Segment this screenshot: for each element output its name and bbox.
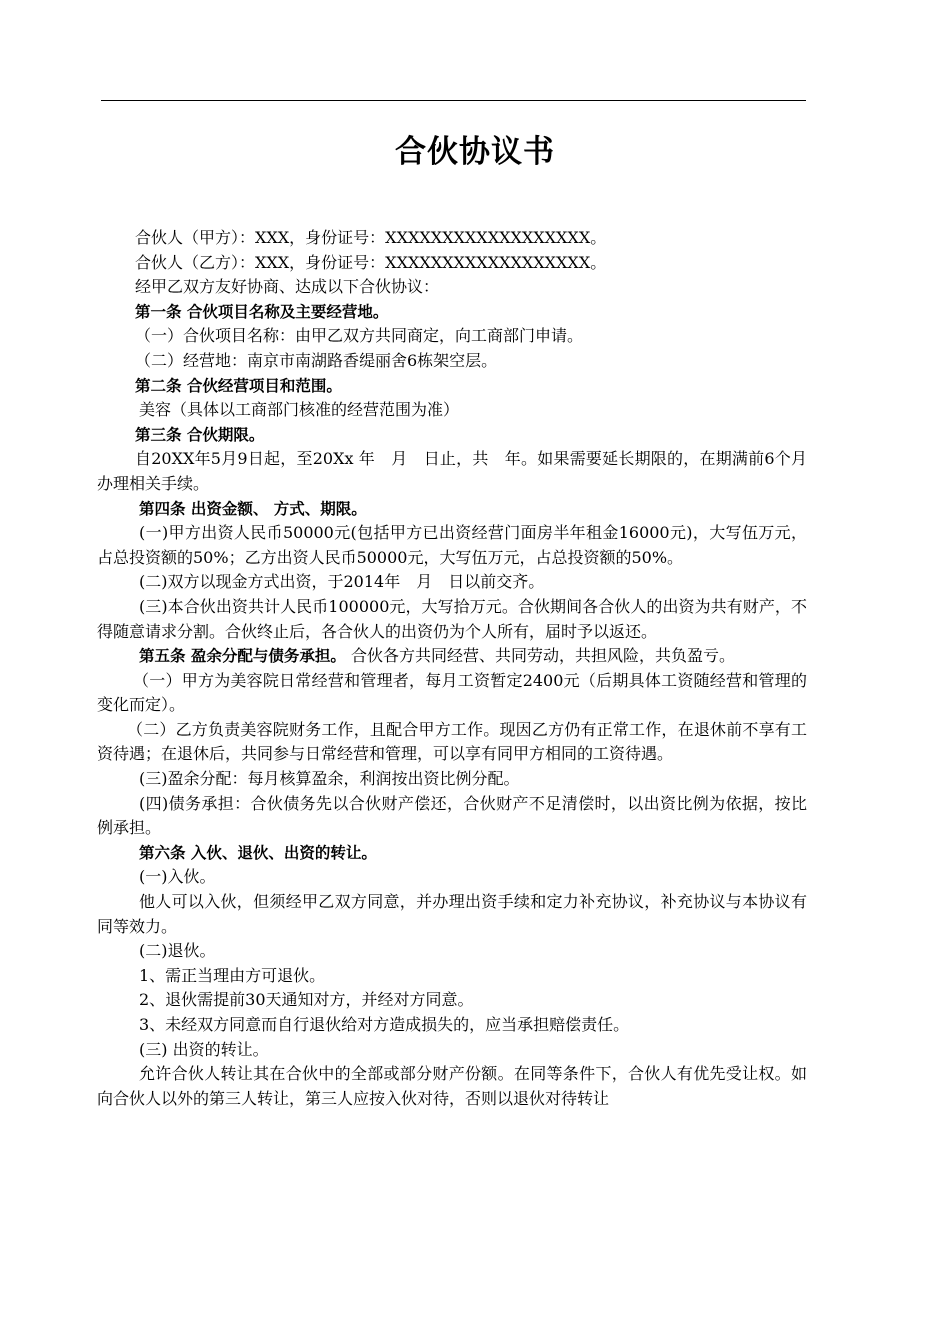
article-2-heading: 第二条 合伙经营项目和范围。 (135, 376, 342, 395)
article-6-item-3: (三) 出资的转让。 (139, 1039, 269, 1059)
preamble: 经甲乙双方友好协商、达成以下合伙协议： (135, 277, 440, 297)
document-title: 合伙协议书 (395, 134, 555, 170)
article-6-heading: 第六条 入伙、退伙、出资的转让。 (139, 843, 377, 862)
article-5-heading-rest: 合伙各方共同经营、共同劳动，共担风险，共负盈亏。 (345, 646, 735, 666)
article-5-heading-bold: 第五条 盈余分配与债务承担。 (139, 647, 346, 666)
article-4-item-2: (二)双方以现金方式出资，于2014年 月 日以前交齐。 (139, 572, 545, 592)
article-6-item-2-2: 2、退伙需提前30天通知对方，并经对方同意。 (139, 990, 474, 1010)
article-5-item-4: (四)债务承担：合伙债务先以合伙财产偿还，合伙财产不足清偿时，以出资比例为依据，按比例承担。 (97, 793, 807, 838)
article-1-item-1: （一）合伙项目名称：由甲乙双方共同商定，向工商部门申请。 (135, 326, 584, 346)
article-6-item-1-body: 他人可以入伙，但须经甲乙双方同意，并办理出资手续和定力补充协议，补充协议与本协议有同等效力。 (97, 892, 807, 936)
article-4-heading: 第四条 出资金额、 方式、期限。 (139, 499, 367, 518)
article-5-item-3: (三)盈余分配：每月核算盈余，利润按出资比例分配。 (139, 769, 520, 789)
article-5-item-2: （二）乙方负责美容院财务工作，且配合甲方工作。现因乙方仍有正常工作，在退休前不享有工资待遇；在退休后，共同参与日常经营和管理，可以享有同甲方相同的工资待遇。 (97, 719, 807, 764)
article-1-heading: 第一条 合伙项目名称及主要经营地。 (135, 302, 389, 321)
header-rule (101, 100, 806, 101)
article-3-body: 自20XX年5月9日起，至20Xx 年 月 日止，共 年。如果需要延长期限的，在期满前6个月办理相关手续。 (97, 449, 807, 493)
article-6-item-2: (二)退伙。 (139, 941, 216, 961)
article-4-item-3: (三)本合伙出资共计人民币100000元，大写拾万元。合伙期间各合伙人的出资为共有财产，不得随意请求分割。合伙终止后，各合伙人的出资仍为个人所有，届时予以返还。 (97, 596, 807, 641)
article-2-body: 美容（具体以工商部门核准的经营范围为准） (139, 400, 460, 420)
party-a-line: 合伙人（甲方）：XXX，身份证号：XXXXXXXXXXXXXXXXXX。 (135, 228, 607, 247)
party-b-line: 合伙人（乙方）：XXX，身份证号：XXXXXXXXXXXXXXXXXX。 (135, 252, 607, 272)
article-6-item-3-body: 允许合伙人转让其在合伙中的全部或部分财产份额。在同等条件下，合伙人有优先受让权。如向合伙人以外的第三人转让，第三人应按入伙对待，否则以退伙对待转让 (97, 1064, 807, 1108)
article-3-heading: 第三条 合伙期限。 (135, 425, 265, 444)
article-6-item-1: (一)入伙。 (139, 867, 216, 887)
article-5-item-1: （一）甲方为美容院日常经营和管理者，每月工资暂定2400元（后期具体工资随经营和管理的变化而定）。 (97, 670, 807, 715)
article-1-item-2: （二）经营地：南京市南湖路香缇丽舍6栋架空层。 (135, 350, 498, 370)
article-4-item-1: (一)甲方出资人民币50000元(包括甲方已出资经营门面房半年租金16000元)，大写伍万元，占总投资额的50%；乙方出资人民币50000元，大写伍万元，占总投资额的50%。 (97, 523, 807, 567)
article-6-item-2-3: 3、未经双方同意而自行退伙给对方造成损失的，应当承担赔偿责任。 (139, 1015, 630, 1034)
article-5-heading (97, 644, 807, 669)
article-6-item-2-1: 1、需正当理由方可退伙。 (139, 965, 326, 985)
document-body (97, 226, 807, 1111)
